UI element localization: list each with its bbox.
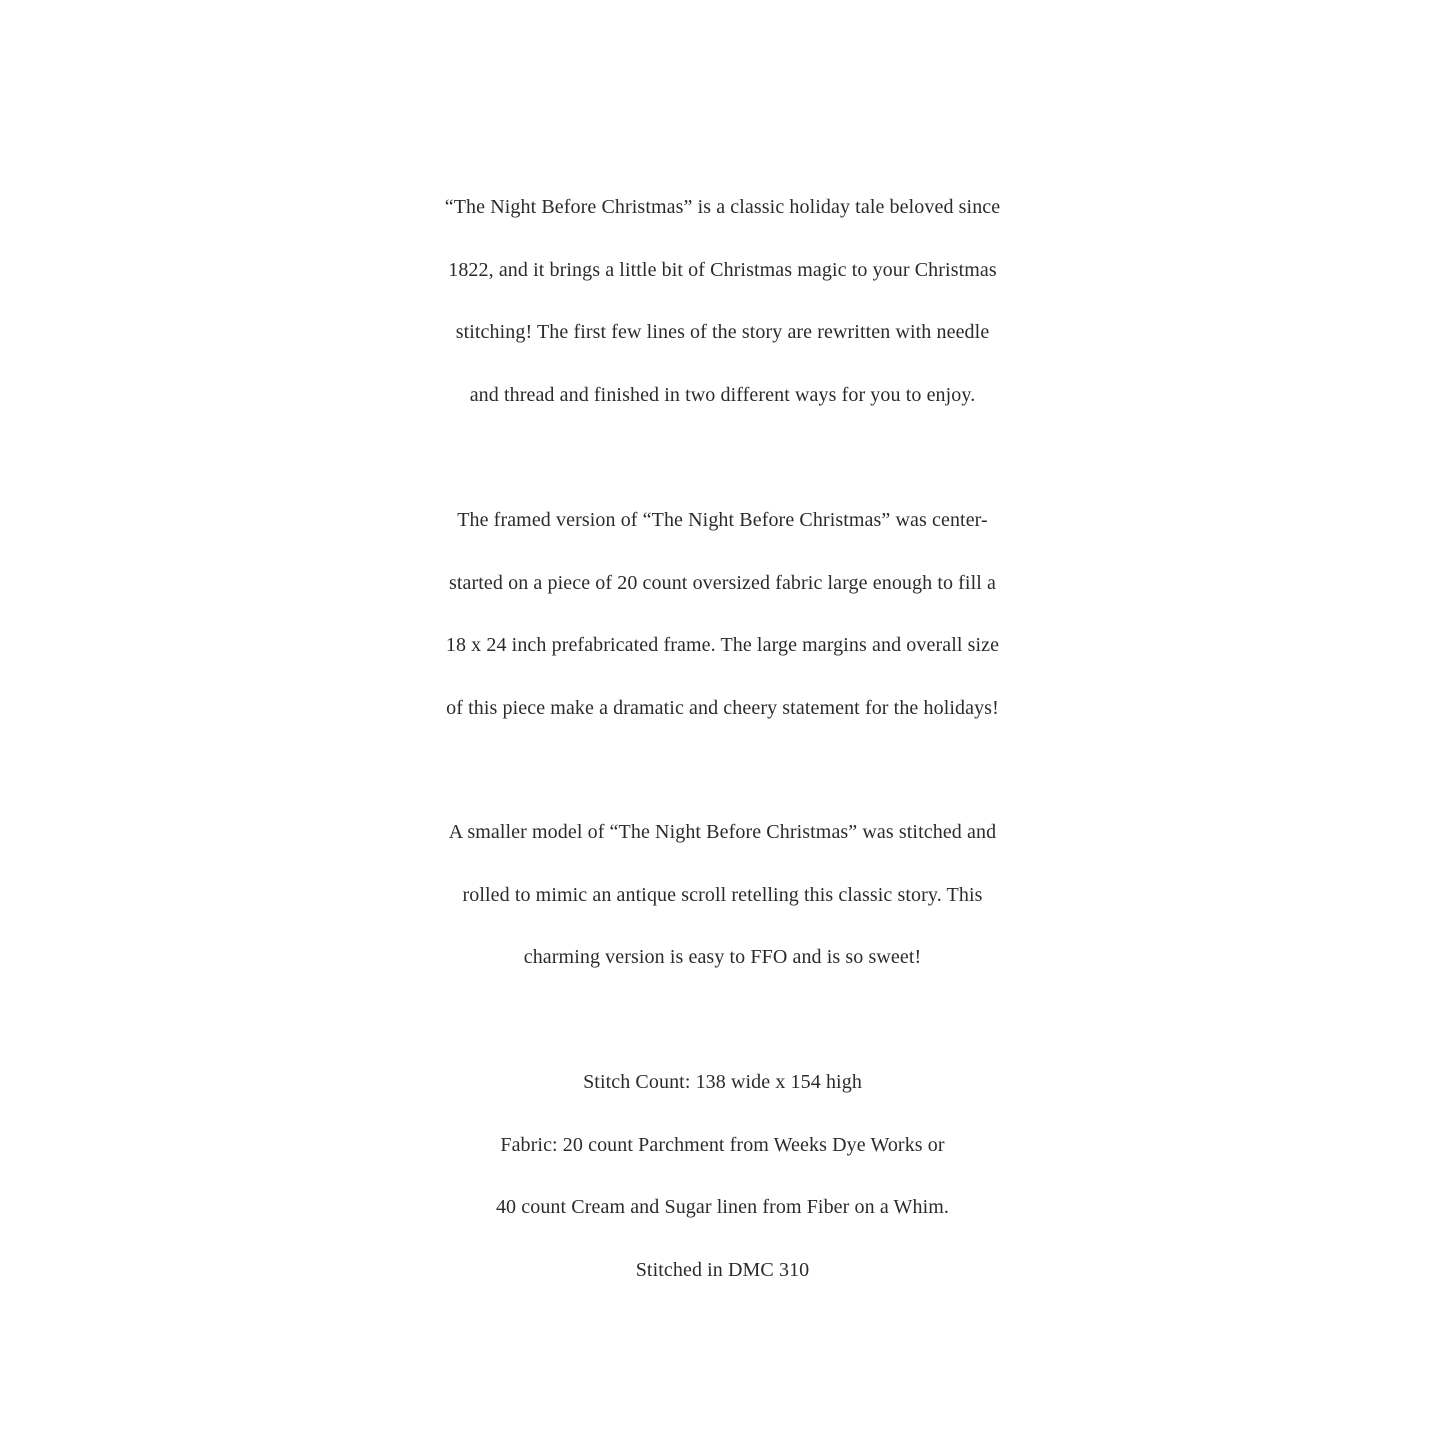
paragraph-line: stitching! The first few lines of the story are rewritten with needle	[455, 321, 990, 343]
pattern-specs	[0, 1051, 1445, 1301]
paragraph-line: The framed version of “The Night Before Christmas” was center-	[457, 509, 988, 531]
paragraph-line: of this piece make a dramatic and cheery statement for the holidays!	[446, 696, 999, 719]
paragraph-line: charming version is easy to FFO and is so sweet!	[523, 946, 922, 968]
paragraph-line: started on a piece of 20 count oversized fabric large enough to fill a	[449, 571, 996, 594]
paragraph-line: A smaller model of “The Night Before Christmas” was stitched and	[448, 821, 997, 843]
framed-version-paragraph	[0, 489, 1445, 739]
scroll-version-paragraph	[0, 801, 1445, 989]
intro-paragraph	[0, 176, 1445, 426]
paragraph-line: 1822, and it brings a little bit of Christmas magic to your Christmas	[448, 258, 997, 281]
fabric-line-1: Fabric: 20 count Parchment from Weeks Dye Works or	[500, 1133, 945, 1156]
paragraph-line: rolled to mimic an antique scroll retelling this classic story. This	[462, 883, 983, 906]
stitch-count: Stitch Count: 138 wide x 154 high	[583, 1071, 862, 1093]
paragraph-line: 18 x 24 inch prefabricated frame. The large margins and overall size	[445, 634, 1000, 656]
paragraph-line: “The Night Before Christmas” is a classic holiday tale beloved since	[444, 196, 1001, 218]
fabric-line-2: 40 count Cream and Sugar linen from Fiber on a Whim.	[495, 1196, 950, 1218]
thread-info: Stitched in DMC 310	[635, 1258, 810, 1281]
paragraph-line: and thread and finished in two different ways for you to enjoy.	[469, 383, 976, 406]
